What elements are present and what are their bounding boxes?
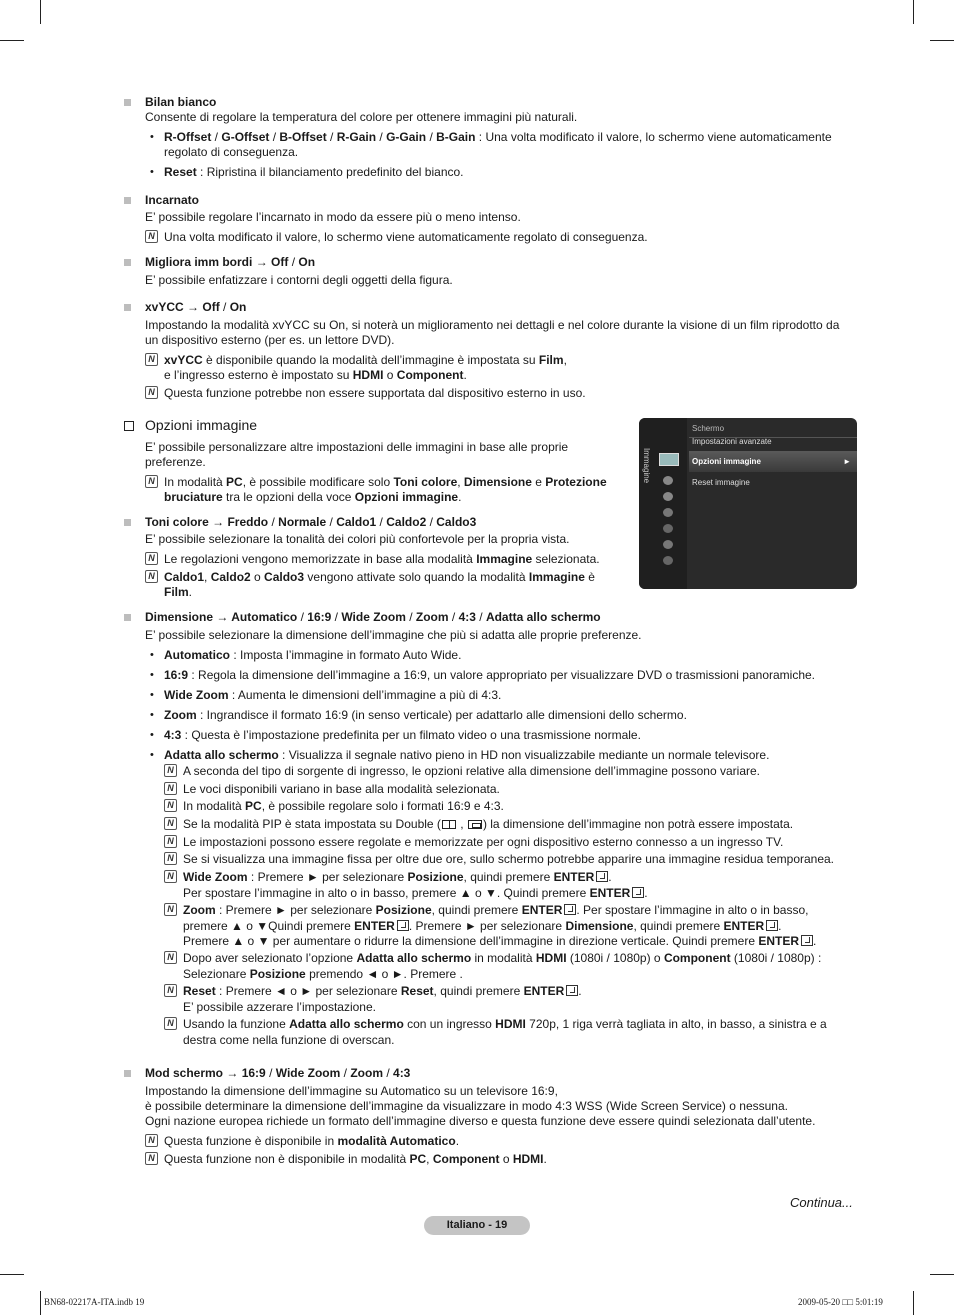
note-text-cont: Selezionare Posizione premendo ◄ o ►. Premere . — [183, 967, 463, 981]
enter-icon — [397, 920, 409, 931]
note-icon: N — [164, 817, 177, 830]
crop-mark — [913, 1291, 914, 1315]
note-icon: N — [164, 984, 177, 997]
page-number-badge: Italiano - 19 — [424, 1216, 530, 1235]
channel-icon — [663, 492, 673, 501]
note-text-cont: Per spostare l’immagine in alto o in basso, premere ▲ o ▼. Quindi premere ENTER . — [183, 886, 648, 900]
note-text: Zoom : Premere ► per selezionare Posizione, quindi premere ENTER . Per spostare l’immagine in alto o in basso, — [183, 903, 809, 917]
section-desc: Impostando la dimensione dell’immagine su Automatico su un televisore 16:9, — [145, 1084, 558, 1098]
pip-double-inset-icon — [468, 820, 482, 829]
note-text: Reset : Premere ◄ o ► per selezionare Reset, quindi premere ENTER . — [183, 984, 582, 998]
print-date-info: 2009-05-20 □□ 5:01:19 — [798, 1297, 883, 1307]
note-text: In modalità PC, è possibile modificare solo Toni colore, Dimensione e Protezione — [164, 475, 607, 489]
note-text-cont: Film. — [164, 585, 193, 599]
bullet-text: Zoom : Ingrandisce il formato 16:9 (in senso verticale) per adattarlo alle dimensioni dello schermo. — [164, 708, 687, 722]
note-text: Questa funzione potrebbe non essere supportata dal dispositivo esterno in uso. — [164, 386, 586, 400]
note-text-cont: destra come nella funzione di overscan. — [183, 1033, 395, 1047]
note-text: Wide Zoom : Premere ► per selezionare Posizione, quindi premere ENTER . — [183, 870, 612, 884]
section-desc: E’ possibile enfatizzare i contorni degli oggetti della figura. — [145, 273, 453, 287]
note-text: Le voci disponibili variano in base alla modalità selezionata. — [183, 782, 500, 796]
bullet-text: Automatico : Imposta l’immagine in formato Auto Wide. — [164, 648, 462, 662]
bullet-text: 16:9 : Regola la dimensione dell’immagine a 16:9, un valore appropriato per visualizzare DVD o trasmissioni panoramiche. — [164, 668, 816, 682]
note-text-cont: e l’ingresso esterno è impostato su HDMI o Component. — [164, 368, 467, 382]
bullet-icon: • — [150, 689, 154, 701]
setup-gear-icon — [663, 508, 673, 517]
square-bullet-icon — [124, 519, 131, 526]
menu-category-label: Immagine — [642, 448, 651, 484]
note-text: Caldo1, Caldo2 o Caldo3 vengono attivate solo quando la modalità Immagine è — [164, 570, 595, 584]
note-text: Le regolazioni vengono memorizzate in base alla modalità Immagine selezionata. — [164, 552, 600, 566]
section-title: Incarnato — [145, 193, 200, 207]
enter-icon — [632, 887, 644, 898]
enter-icon — [564, 904, 576, 915]
square-bullet-icon — [124, 99, 131, 106]
crop-mark — [0, 1274, 24, 1275]
section-desc: un dispositivo esterno (per es. un lettore DVD). — [145, 333, 395, 347]
note-icon: N — [164, 903, 177, 916]
bullet-icon: • — [150, 749, 154, 761]
section-title: Dimensione → Automatico / 16:9 / Wide Zoom / Zoom / 4:3 / Adatta allo schermo — [145, 610, 601, 624]
pip-double-icon — [442, 820, 456, 829]
bullet-text-cont: regolato di conseguenza. — [164, 145, 299, 159]
continue-label: Continua... — [790, 1195, 853, 1210]
note-text: In modalità PC, è possibile regolare solo i formati 16:9 e 4:3. — [183, 799, 504, 813]
note-text: Una volta modificato il valore, lo schermo viene automaticamente regolato di conseguenza. — [164, 230, 648, 244]
note-text-cont: bruciature tra le opzioni della voce Opzioni immagine. — [164, 490, 462, 504]
section-heading: Opzioni immagine — [145, 417, 258, 433]
crop-mark — [930, 1274, 954, 1275]
note-icon: N — [164, 852, 177, 865]
print-file-info: BN68-02217A-ITA.indb 19 — [44, 1297, 145, 1307]
picture-icon — [659, 453, 679, 466]
menu-item-schermo[interactable]: Schermo — [692, 424, 725, 433]
bullet-text: Reset : Ripristina il bilanciamento predefinito del bianco. — [164, 165, 464, 179]
section-desc: è possibile determinare la dimensione dell’immagine da visualizzare in modo 4:3 WSS (Wide Screen Service) o nessuna. — [145, 1099, 788, 1113]
note-icon: N — [145, 1134, 158, 1147]
bullet-text: Wide Zoom : Aumenta le dimensioni dell’immagine a più di 4:3. — [164, 688, 502, 702]
crop-mark — [913, 0, 914, 24]
note-text: xvYCC è disponibile quando la modalità dell’immagine è impostata su Film, — [164, 353, 567, 367]
section-title: Toni colore → Freddo / Normale / Caldo1 / Caldo2 / Caldo3 — [145, 515, 477, 529]
bullet-text: R-Offset / G-Offset / B-Offset / R-Gain / G-Gain / B-Gain : Una volta modificato il valore, lo schermo viene automaticamente — [164, 130, 832, 144]
section-title: Mod schermo → 16:9 / Wide Zoom / Zoom / 4:3 — [145, 1066, 411, 1080]
menu-item-impostazioni-avanzate[interactable]: Impostazioni avanzate — [692, 437, 772, 446]
note-icon: N — [164, 835, 177, 848]
enter-icon — [801, 935, 813, 946]
input-icon — [663, 524, 673, 533]
square-bullet-icon — [124, 614, 131, 621]
section-title: xvYCC → Off / On — [145, 300, 247, 314]
square-bullet-icon — [124, 197, 131, 204]
note-text-cont: premere ▲ o ▼Quindi premere ENTER . Premere ► per selezionare Dimensione, quindi premere ENTER . — [183, 919, 782, 933]
note-icon: N — [145, 570, 158, 583]
crop-mark — [40, 0, 41, 24]
bullet-icon: • — [150, 649, 154, 661]
note-icon: N — [145, 1152, 158, 1165]
tv-menu-screenshot — [639, 418, 857, 589]
note-text: Usando la funzione Adatta allo schermo con un ingresso HDMI 720p, 1 riga verrà tagliata in alto, in basso, a sinistra e a — [183, 1017, 827, 1031]
menu-item-reset-immagine[interactable]: Reset immagine — [692, 478, 750, 487]
note-text: Se si visualizza una immagine fissa per oltre due ore, sullo schermo potrebbe apparire una immagine residua temporanea. — [183, 852, 835, 866]
note-icon: N — [164, 799, 177, 812]
checkbox-square-icon — [124, 421, 134, 431]
note-icon: N — [164, 764, 177, 777]
note-icon: N — [164, 951, 177, 964]
section-desc: Consente di regolare la temperatura del colore per ottenere immagini più naturali. — [145, 110, 578, 124]
arrow-right-icon: ► — [843, 457, 851, 466]
section-desc: E’ possibile selezionare la tonalità dei colori più confortevole per la propria vista. — [145, 532, 570, 546]
note-icon: N — [164, 1017, 177, 1030]
enter-icon — [566, 985, 578, 996]
square-bullet-icon — [124, 1070, 131, 1077]
note-icon: N — [145, 386, 158, 399]
bullet-icon: • — [150, 709, 154, 721]
bullet-icon: • — [150, 669, 154, 681]
enter-icon — [766, 920, 778, 931]
note-icon: N — [164, 782, 177, 795]
note-icon: N — [145, 230, 158, 243]
note-icon: N — [145, 552, 158, 565]
enter-icon — [596, 871, 608, 882]
note-text-cont: E’ possibile azzerare l’impostazione. — [183, 1000, 376, 1014]
section-title: Migliora imm bordi → Off / On — [145, 255, 316, 269]
section-desc: E’ possibile regolare l’incarnato in modo da essere più o meno intenso. — [145, 210, 521, 224]
crop-mark — [40, 1291, 41, 1315]
note-icon: N — [164, 870, 177, 883]
note-text: Le impostazioni possono essere regolate e memorizzate per ogni dispositivo esterno connesso a un ingresso TV. — [183, 835, 784, 849]
support-icon — [663, 556, 673, 565]
bullet-icon: • — [150, 131, 154, 143]
section-desc: E’ possibile personalizzare altre impostazioni delle immagini in base alle proprie — [145, 440, 569, 454]
bullet-text: 4:3 : Questa è l’impostazione predefinita per un filmato video o una trasmissione normale. — [164, 728, 641, 742]
application-icon — [663, 540, 673, 549]
section-desc: Impostando la modalità xvYCC su On, si noterà un miglioramento nei dettagli e nel colore durante la visione di un film riprodotto da — [145, 318, 840, 332]
note-text: Questa funzione non è disponibile in modalità PC, Component o HDMI. — [164, 1152, 547, 1166]
note-text: Se la modalità PIP è stata impostata su Double ( , ) la dimensione dell’immagine non potrà essere impostata. — [183, 817, 794, 831]
section-desc: preferenze. — [145, 455, 206, 469]
note-text: Questa funzione è disponibile in modalità Automatico. — [164, 1134, 460, 1148]
section-desc: E’ possibile selezionare la dimensione dell’immagine che più si adatta alle proprie preferenze. — [145, 628, 642, 642]
section-title: Bilan bianco — [145, 95, 217, 109]
note-text: A seconda del tipo di sorgente di ingresso, le opzioni relative alla dimensione dell’immagine possono variare. — [183, 764, 761, 778]
note-text: Dopo aver selezionato l’opzione Adatta allo schermo in modalità HDMI (1080i / 1080p) o Component (1080i / 1080p) : — [183, 951, 822, 965]
section-desc: Ogni nazione europea richiede un formato dell’immagine diverso e questa funzione deve essere quindi selezionata dall’utente. — [145, 1114, 816, 1128]
sound-icon — [663, 476, 673, 485]
crop-mark — [0, 40, 24, 41]
menu-sidebar — [639, 418, 687, 589]
bullet-icon: • — [150, 729, 154, 741]
crop-mark — [930, 40, 954, 41]
square-bullet-icon — [124, 259, 131, 266]
square-bullet-icon — [124, 304, 131, 311]
bullet-icon: • — [150, 166, 154, 178]
menu-item-label: Opzioni immagine — [692, 457, 761, 466]
bullet-text: Adatta allo schermo : Visualizza il segnale nativo pieno in HD non visualizzabile mediante un normale televisore. — [164, 748, 770, 762]
note-text-cont: Premere ▲ o ▼ per aumentare o ridurre la dimensione dell’immagine in direzione verticale. Quindi premere ENTER . — [183, 934, 817, 948]
note-icon: N — [145, 353, 158, 366]
menu-item-opzioni-immagine[interactable] — [689, 451, 857, 472]
note-icon: N — [145, 475, 158, 488]
